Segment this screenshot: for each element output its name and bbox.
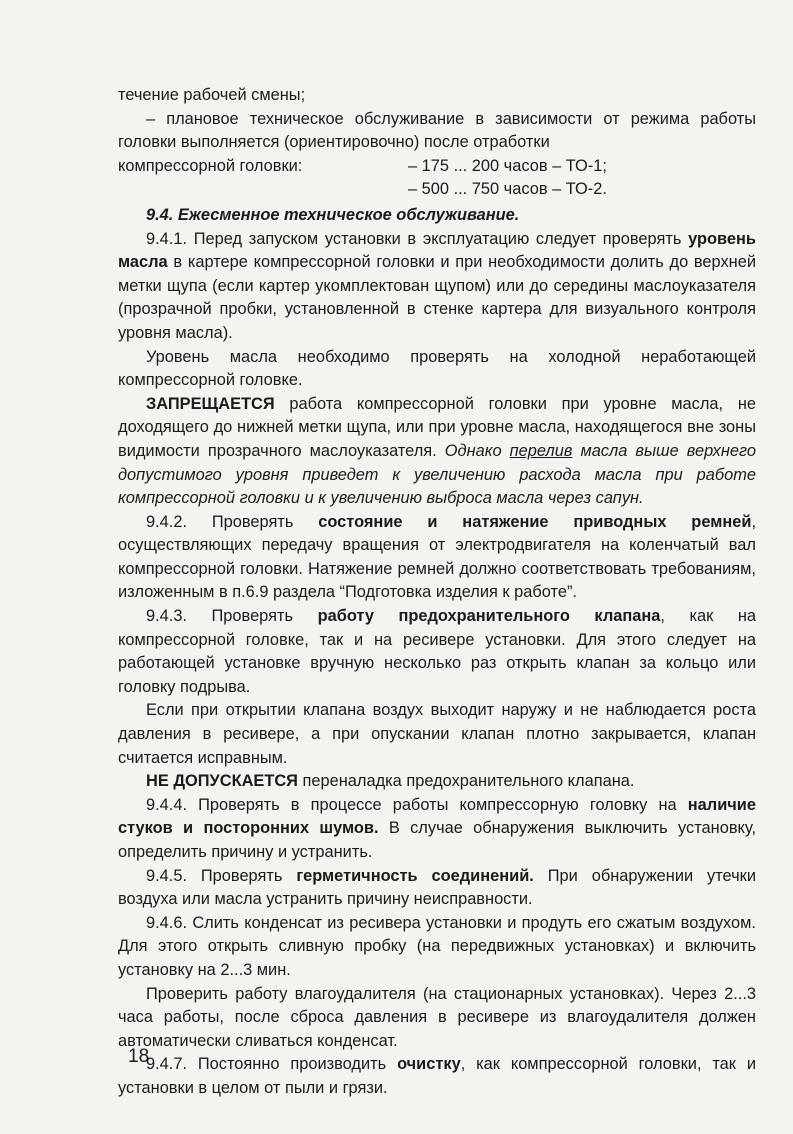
- line-2: – плановое техническое обслуживание в зависимости от режима работы головки выполняется (ориентировочно) после отработки: [118, 109, 756, 152]
- paragraph-9-4-7: 9.4.7. Постоянно производить очистку, как компрессорной головки, так и установки в целом от пыли и грязи.: [118, 1055, 756, 1097]
- paragraph-9-4-5: 9.4.5. Проверять герметичность соединений. При обнаружении утечки воздуха или масла устранить причину неисправности.: [118, 866, 756, 909]
- line-1: течение рабочей смены;: [118, 86, 306, 104]
- paragraph-dryer: Проверить работу влагоудалителя (на стационарных установках). Через 2...3 часа работы, после сброса давления в ресивере из влагоудалителя должен автоматически сливаться конденсат.: [118, 984, 756, 1050]
- paragraph-9-4-3: 9.4.3. Проверять работу предохранительного клапана, как на компрессорной головке, так и на ресивере установки. Для этого следует на работающей установке вручную несколько раз открыть клапан за кольцо или головку подрыва.: [118, 607, 756, 696]
- paragraph-oil-level: Уровень масла необходимо проверять на холодной неработающей компрессорной головке.: [118, 347, 756, 390]
- paragraph-forbidden: ЗАПРЕЩАЕТСЯ работа компрессорной головки при уровне масла, не доходящего до нижней метки щупа, или при уровне масла, находящегося вне зоны видимости прозрачного маслоуказателя. Однако перелив масла выше верхнего допустимого уровня приведет к увеличению расхода масла при работе компрессорной головки и к увеличению выброса масла через сапун.: [118, 394, 757, 508]
- paragraph-9-4-4: 9.4.4. Проверять в процессе работы компрессорную головку на наличие стуков и посторонних шумов. В случае обнаружения выключить установку, определить причину и устранить.: [118, 795, 757, 861]
- schedule-to2: – 500 ... 750 часов – ТО-2.: [408, 180, 607, 199]
- schedule-row-1: [118, 155, 756, 179]
- page-number: 18: [128, 1046, 150, 1067]
- paragraph-not-allowed: НЕ ДОПУСКАЕТСЯ переналадка предохранительного клапана.: [146, 772, 635, 791]
- section-title: 9.4. Ежесменное техническое обслуживание.: [146, 205, 520, 224]
- paragraph-9-4-6: 9.4.6. Слить конденсат из ресивера установки и продуть его сжатым воздухом. Для этого открыть сливную пробку (на передвижных установках) и включить установку на 2...3 мин.: [118, 913, 756, 979]
- schedule-to1: – 175 ... 200 часов – ТО-1;: [408, 156, 607, 175]
- paragraph-9-4-2: 9.4.2. Проверять состояние и натяжение приводных ремней, осуществляющих передачу вращения от электродвигателя на коленчатый вал компрессорной головки. Натяжение ремней должно соответствовать требованиям, изложенным в п.6.9 раздела “Подготовка изделия к работе”.: [118, 512, 756, 602]
- paragraph-valve-check: Если при открытии клапана воздух выходит наружу и не наблюдается роста давления в ресивере, а при опускании клапан плотно закрывается, клапан считается исправным.: [118, 701, 756, 767]
- schedule-label: компрессорной головки:: [118, 156, 303, 175]
- document-body: [118, 84, 756, 1101]
- paragraph-9-4-1: 9.4.1. Перед запуском установки в эксплуатацию следует проверять уровень масла в картере компрессорной головки и при необходимости долить до верхней метки щупа (если картер укомплектован щупом) или до середины маслоуказателя (прозрачной пробки, установленной в стенке картера для визуального контроля уровня масла).: [118, 229, 756, 342]
